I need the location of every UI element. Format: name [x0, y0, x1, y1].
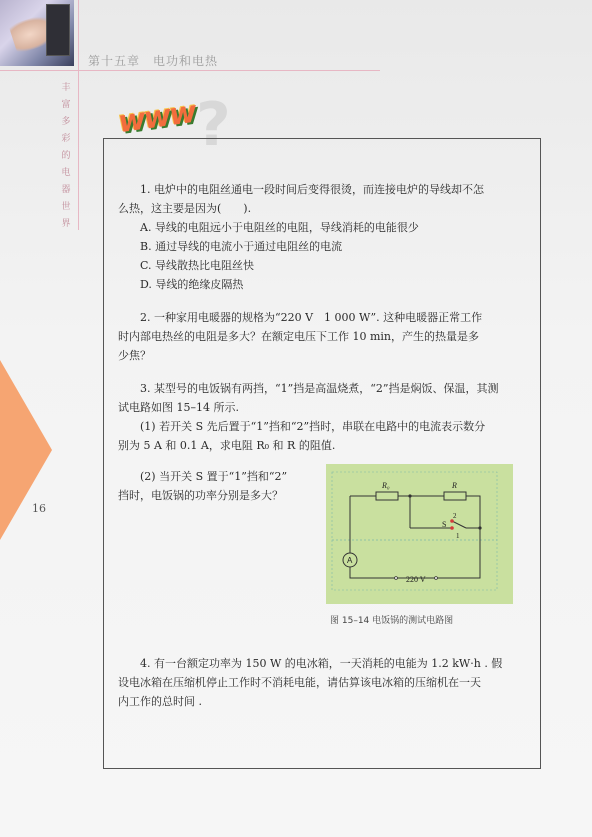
- page-number: 16: [32, 502, 46, 515]
- q3-part1-line1: (1) 若开关 S 先后置于“1”挡和“2”挡时，串联在电路中的电流表示数分: [140, 420, 486, 433]
- chapter-title: 第十五章 电功和电热: [88, 54, 219, 68]
- resistor-r: [444, 492, 466, 500]
- label-voltage: 220 V: [406, 575, 426, 584]
- q2-line2: 时内部电热丝的电阻是多大？在额定电压下工作 10 min，产生的热量是多: [118, 330, 480, 343]
- sidebar-char: 电: [61, 168, 71, 178]
- terminal-right: [435, 577, 438, 580]
- sidebar-char: 彩: [61, 134, 71, 144]
- q3-part1-line2: 别为 5 A 和 0.1 A，求电阻 R₀ 和 R 的阻值.: [118, 439, 336, 452]
- label-r0: R₀: [382, 481, 390, 490]
- divider-vertical: [78, 0, 79, 230]
- divider-horizontal: [0, 70, 380, 71]
- sidebar-char: 的: [61, 151, 71, 161]
- sidebar-char: 世: [61, 202, 71, 212]
- q2-line3: 少焦？: [118, 349, 151, 362]
- label-s: S: [442, 520, 447, 529]
- figure-caption: 图 15–14 电饭锅的测试电路图: [330, 616, 454, 626]
- question-mark-icon: ?: [196, 90, 231, 160]
- q3-part2: [118, 467, 318, 505]
- q1-stem-line1: 1. 电炉中的电阻丝通电一段时间后变得很烫，而连接电炉的导线却不怎: [140, 183, 484, 196]
- q2-line1: 2. 一种家用电暖器的规格为“220 V 1 000 W”. 这种电暖器正常工作: [140, 311, 483, 324]
- sidebar-char: 多: [61, 117, 71, 127]
- q1-option-a: A. 导线的电阻远小于电阻丝的电阻，导线消耗的电能很少: [140, 221, 419, 234]
- circuit-diagram: [326, 464, 513, 604]
- sidebar-char: 富: [61, 100, 71, 110]
- q4-line3: 内工作的总时间 .: [118, 695, 202, 708]
- q1-option-b: B. 通过导线的电流小于通过电阻丝的电流: [140, 240, 343, 253]
- q1-stem-line2: 么热，这主要是因为( ).: [118, 202, 252, 215]
- www-logo: www: [115, 94, 198, 141]
- label-1: 1: [456, 532, 460, 540]
- node-right: [478, 526, 481, 529]
- q4-line2: 设电冰箱在压缩机停止工作时不消耗电能，请估算该电冰箱的压缩机在一天: [118, 676, 481, 689]
- q3-part2-line1: (2) 当开关 S 置于“1”挡和“2”: [140, 470, 288, 483]
- sidebar-char: 器: [61, 185, 71, 195]
- label-a: A: [347, 556, 353, 565]
- sidebar-vertical-title: [60, 80, 72, 233]
- q1-option-d: D. 导线的绝缘皮隔热: [140, 278, 244, 291]
- q4-block: [118, 654, 518, 711]
- q1-option-c: C. 导线散热比电阻丝快: [140, 259, 255, 272]
- resistor-r0: [376, 492, 398, 500]
- q3-line1: 3. 某型号的电饭锅有两挡，“1”挡是高温烧煮，“2”挡是焖饭、保温，其测: [140, 382, 499, 395]
- label-r: R: [452, 481, 457, 490]
- exercise-content: [118, 180, 518, 455]
- header-photo: [0, 0, 74, 66]
- q4-line1: 4. 有一台额定功率为 150 W 的电冰箱，一天消耗的电能为 1.2 kW·h . 假: [140, 657, 503, 670]
- label-2: 2: [453, 512, 457, 520]
- sidebar-char: 界: [61, 219, 71, 229]
- sidebar-char: 丰: [61, 83, 71, 93]
- q3-part2-line2: 挡时，电饭锅的功率分别是多大？: [118, 489, 283, 502]
- terminal-left: [395, 577, 398, 580]
- circuit-figure: [326, 464, 513, 604]
- switch-contact-1: [450, 526, 454, 530]
- switch-panel-image: [46, 4, 70, 56]
- q3-line2: 试电路如图 15–14 所示.: [118, 401, 239, 414]
- node-junction: [408, 494, 411, 497]
